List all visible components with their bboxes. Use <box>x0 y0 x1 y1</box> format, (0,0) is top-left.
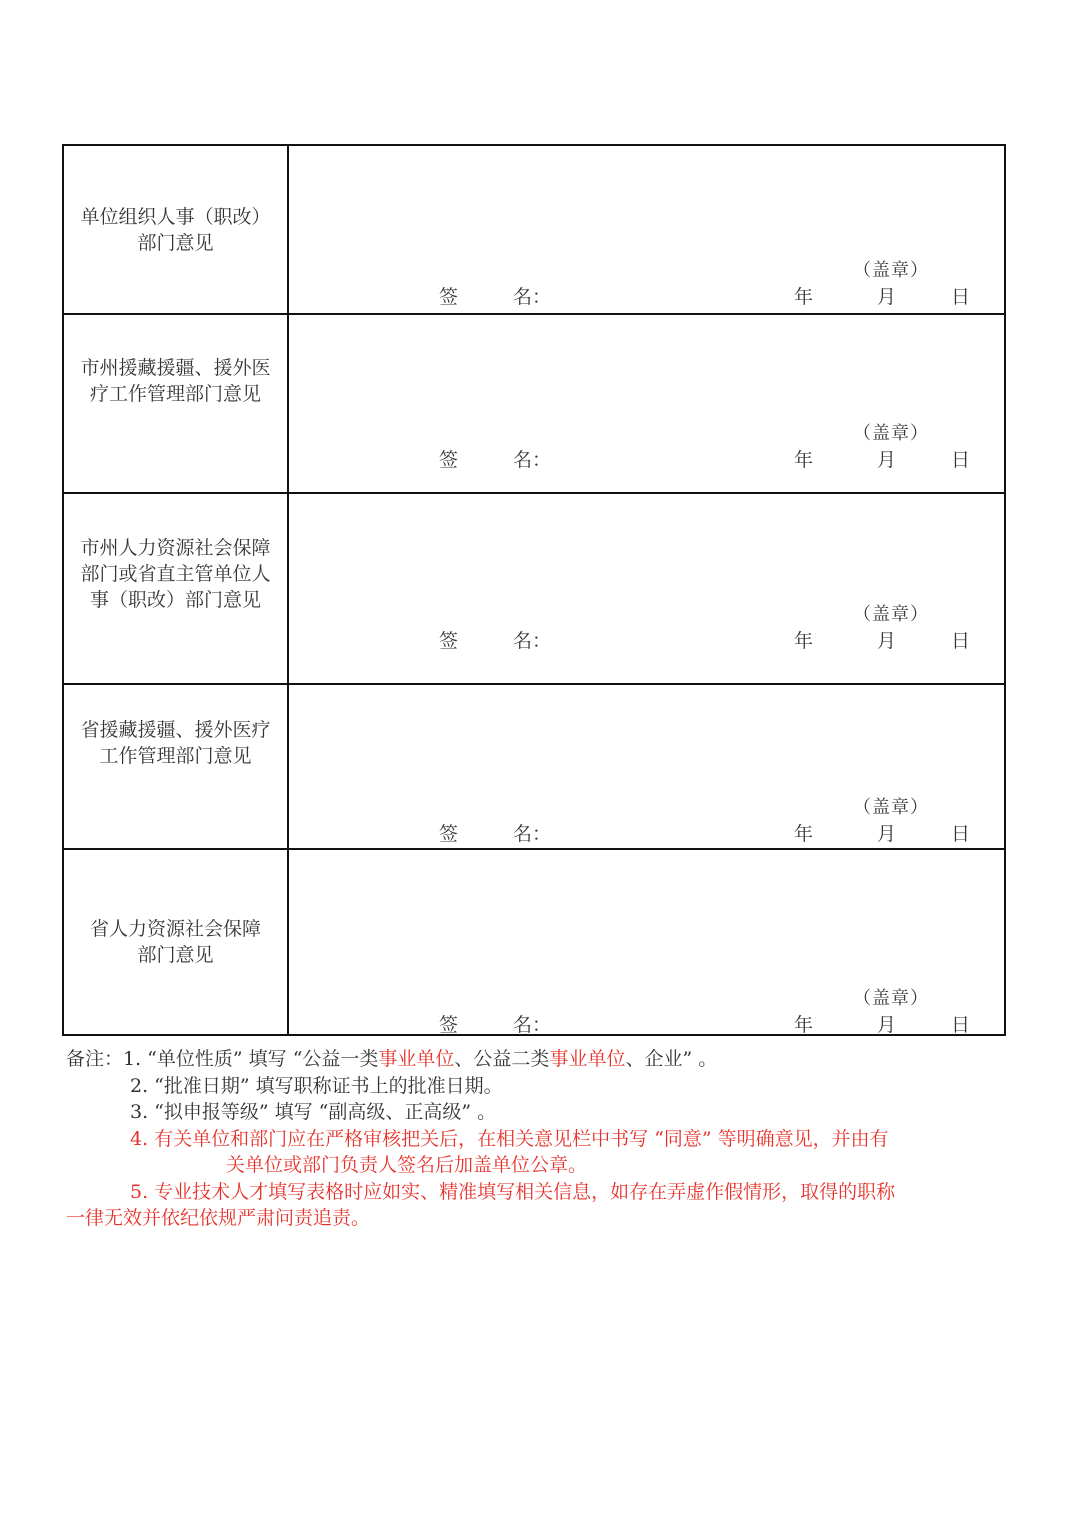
label-line: 单位组织人事（职改） <box>80 205 271 228</box>
remark-4-line-1: 4. 有关单位和部门应在严格审核把关后，在相关意见栏中书写 “同意” 等明确意见，并由有 <box>130 1127 889 1150</box>
sign-label: 签 <box>439 630 459 652</box>
row-province-aid-medical-opinion <box>64 683 1004 848</box>
approval-opinion-table <box>62 144 1006 1036</box>
year-label: 年 <box>794 630 814 652</box>
month-label: 月 <box>877 823 897 845</box>
remark-text: 、公益二类 <box>454 1048 550 1070</box>
name-label: 名： <box>513 286 552 308</box>
row-province-hrss-opinion <box>64 848 1004 1034</box>
label-line: 省人力资源社会保障 <box>89 918 261 940</box>
remark-3: 3. “拟申报等级” 填写 “副高级、正高级” 。 <box>130 1101 497 1123</box>
row-city-aid-medical-opinion <box>64 313 1004 492</box>
day-label: 日 <box>951 823 971 845</box>
year-label: 年 <box>794 286 814 308</box>
year-label: 年 <box>794 449 814 471</box>
label-line: 部门或省直主管单位人 <box>80 562 271 585</box>
month-label: 月 <box>877 286 897 308</box>
remark-5-line-2: 一律无效并依纪依规严肃问责追责。 <box>66 1207 371 1229</box>
row-label <box>64 315 289 492</box>
seal-label: （盖章） <box>853 797 929 818</box>
remarks-prefix: 备注： <box>66 1048 124 1070</box>
label-line: 工作管理部门意见 <box>99 744 252 767</box>
name-label: 名： <box>513 823 552 845</box>
opinion-field[interactable] <box>289 850 1004 1034</box>
day-label: 日 <box>951 449 971 471</box>
opinion-field[interactable] <box>289 494 1004 683</box>
opinion-field[interactable] <box>289 685 1004 848</box>
row-unit-hr-opinion <box>64 146 1004 313</box>
sign-label: 签 <box>439 1014 459 1036</box>
remark-highlight: 事业单位 <box>378 1048 455 1070</box>
day-label: 日 <box>951 630 971 652</box>
label-line: 疗工作管理部门意见 <box>89 382 261 405</box>
month-label: 月 <box>877 1014 897 1036</box>
sign-label: 签 <box>439 449 459 471</box>
day-label: 日 <box>951 1014 971 1036</box>
row-label <box>64 850 289 1034</box>
sign-label: 签 <box>439 286 459 308</box>
name-label: 名： <box>513 1014 552 1036</box>
remark-1 <box>66 1046 1016 1073</box>
label-line: 市州援藏援疆、援外医 <box>80 356 271 379</box>
sign-label: 签 <box>439 823 459 845</box>
name-label: 名： <box>513 449 552 471</box>
remarks-section <box>66 1046 1016 1232</box>
remark-2: 2. “批准日期” 填写职称证书上的批准日期。 <box>130 1074 503 1097</box>
label-line: 事（职改）部门意见 <box>89 588 261 611</box>
month-label: 月 <box>877 630 897 652</box>
remark-highlight: 事业单位 <box>549 1048 626 1070</box>
row-label <box>64 685 289 848</box>
label-line: 省援藏援疆、援外医疗 <box>80 718 271 741</box>
day-label: 日 <box>951 286 971 308</box>
seal-label: （盖章） <box>853 423 929 444</box>
remark-text: 1. “单位性质” 填写 “公益一类 <box>123 1048 379 1070</box>
month-label: 月 <box>877 449 897 471</box>
label-line: 部门意见 <box>137 944 214 966</box>
remark-text: 、企业” 。 <box>625 1048 718 1070</box>
label-line: 部门意见 <box>137 231 214 254</box>
row-city-hrss-opinion <box>64 492 1004 683</box>
label-line: 市州人力资源社会保障 <box>80 536 271 559</box>
opinion-field[interactable] <box>289 146 1004 313</box>
row-label <box>64 494 289 683</box>
remark-4-line-2: 关单位或部门负责人签名后加盖单位公章。 <box>226 1154 588 1176</box>
row-label <box>64 146 289 313</box>
year-label: 年 <box>794 823 814 845</box>
year-label: 年 <box>794 1014 814 1036</box>
seal-label: （盖章） <box>853 260 929 281</box>
seal-label: （盖章） <box>853 604 929 625</box>
seal-label: （盖章） <box>853 988 929 1009</box>
opinion-field[interactable] <box>289 315 1004 492</box>
remark-5-line-1: 5. 专业技术人才填写表格时应如实、精准填写相关信息，如存在弄虚作假情形，取得的职称 <box>130 1180 896 1203</box>
name-label: 名： <box>513 630 552 652</box>
